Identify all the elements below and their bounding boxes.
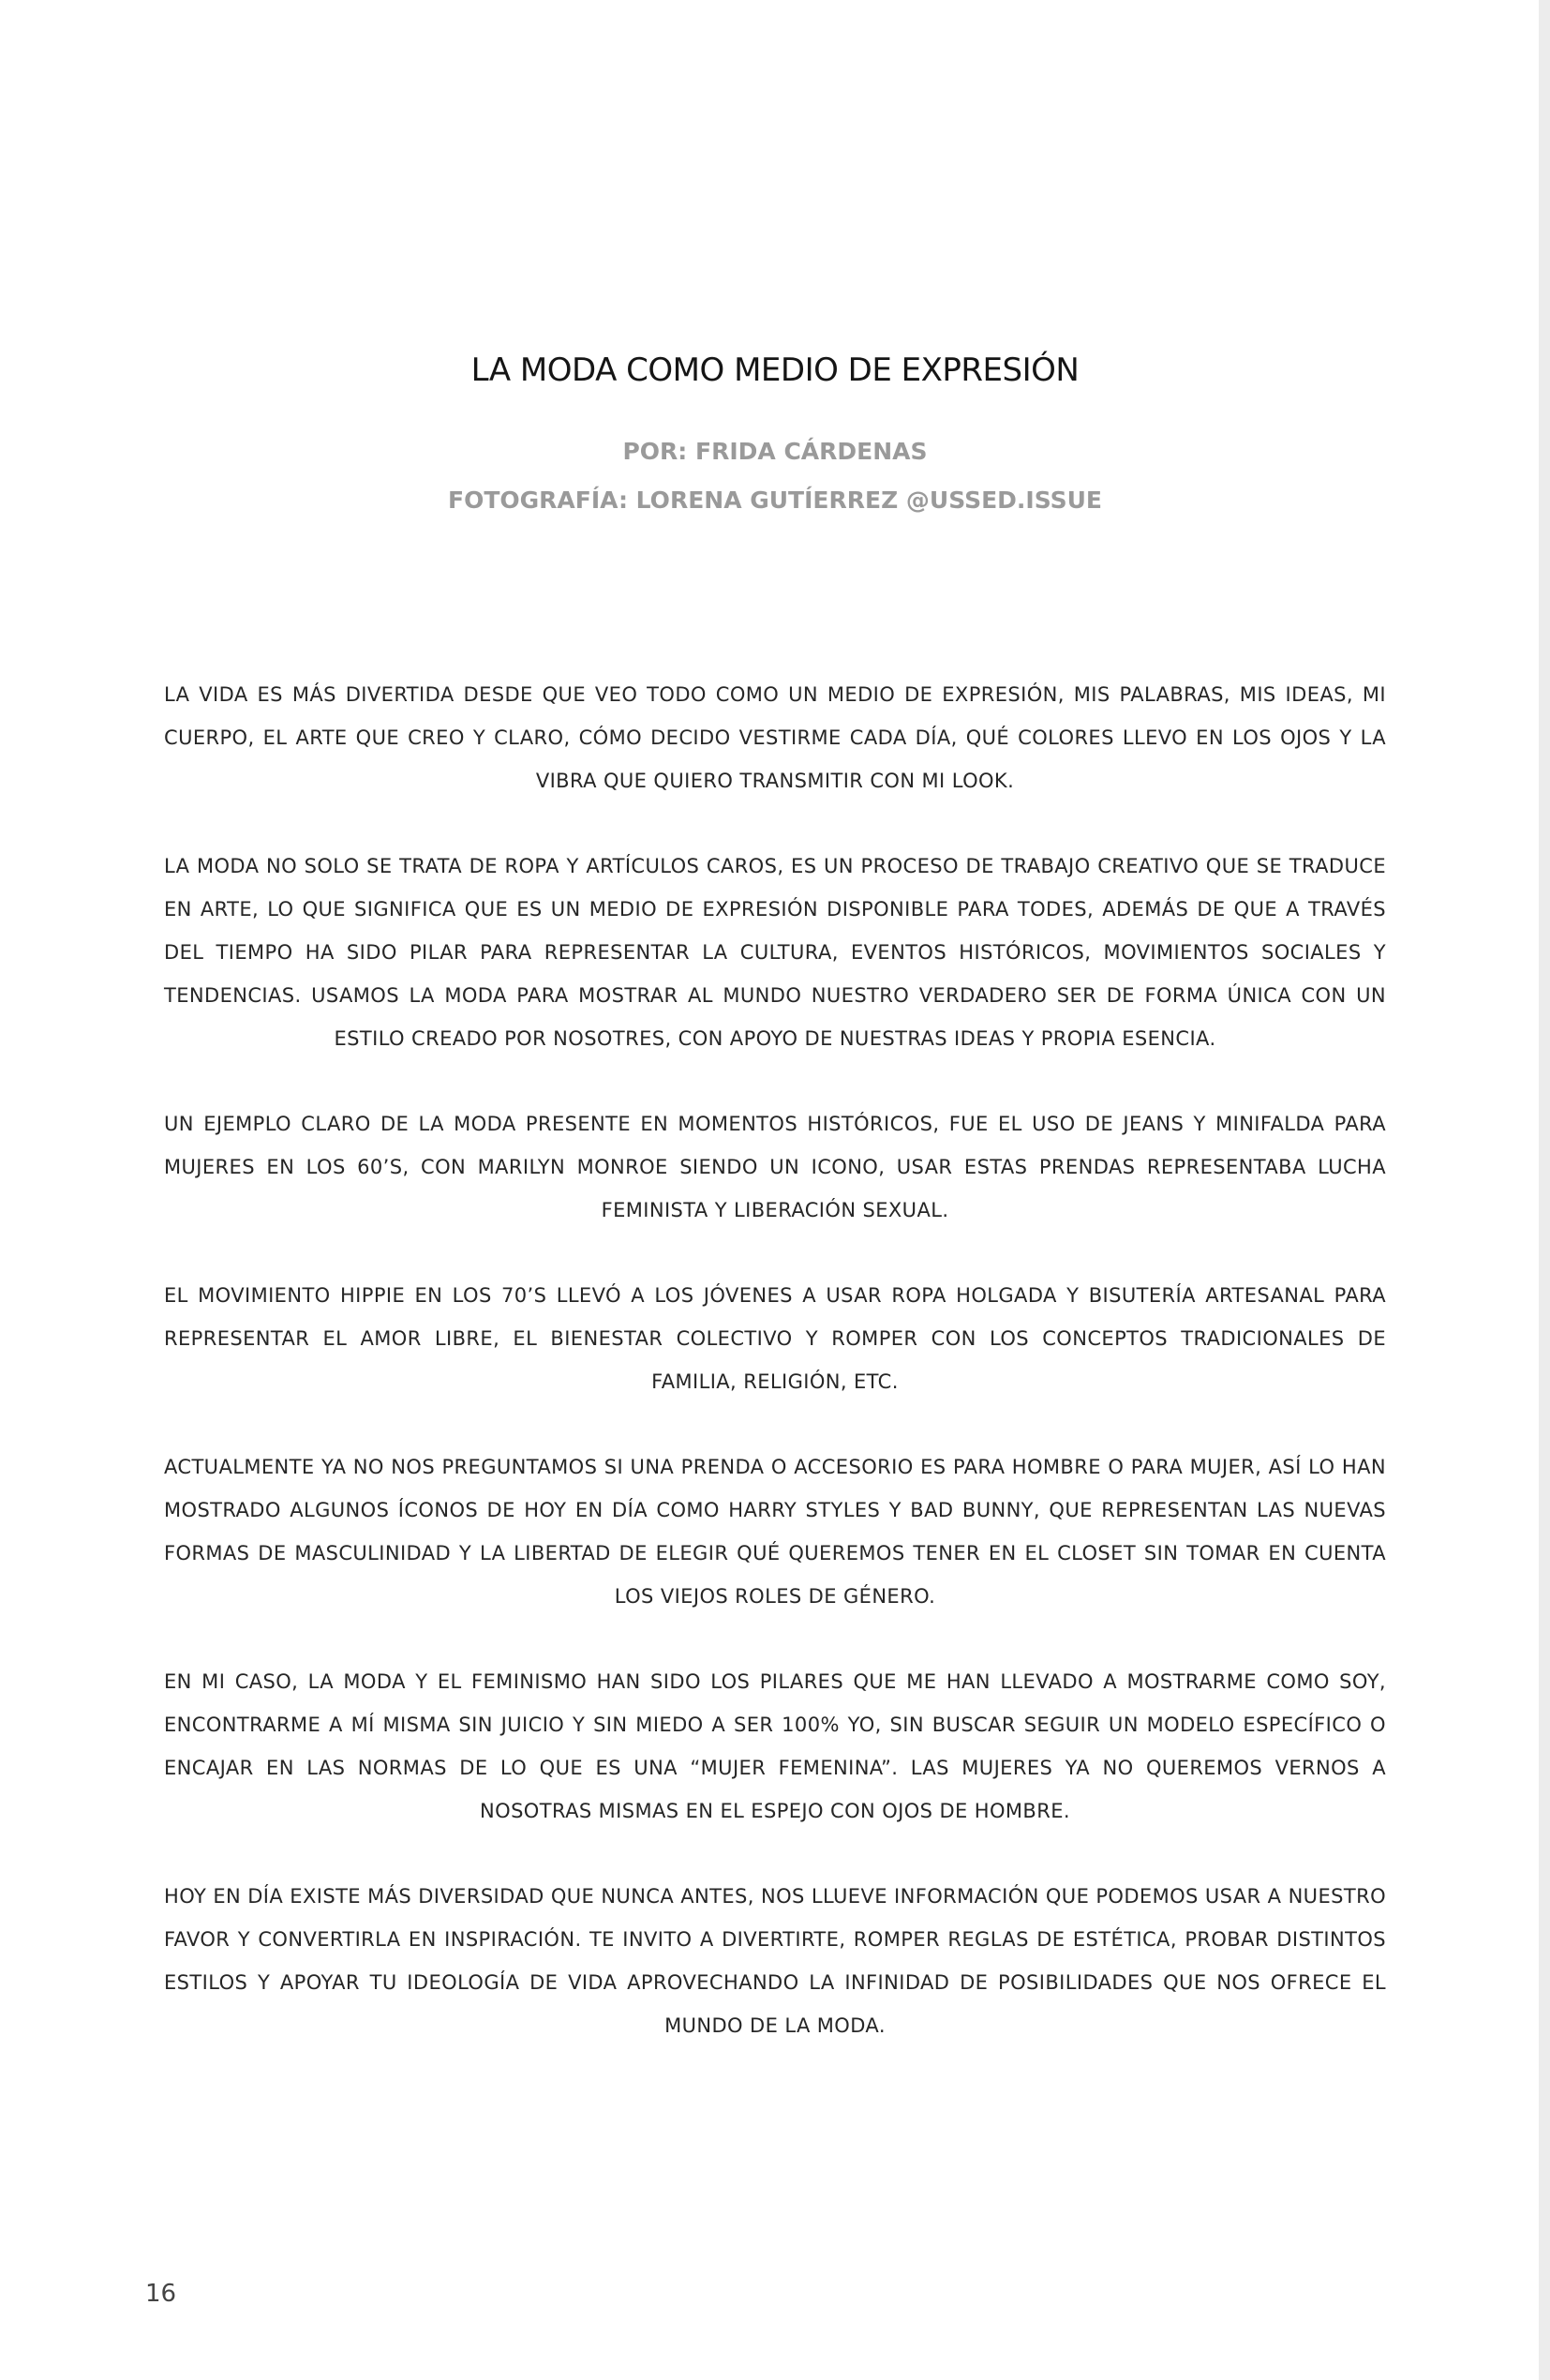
article-title: LA MODA COMO MEDIO DE EXPRESIÓN xyxy=(470,351,1080,389)
paragraph-7: HOY EN DÍA EXISTE MÁS DIVERSIDAD QUE NUNCA ANTES, NOS LLUEVE INFORMACIÓN QUE PODEMOS USAR A NUESTRO FAVOR Y CONVERTIRLA EN INSPIRACIÓN. TE INVITO A DIVERTIRTE, ROMPER REGLAS DE ESTÉTICA, PROBAR DISTINTOS ESTILOS Y APOYAR TU IDEOLOGÍA DE VIDA APROVECHANDO LA INFINIDAD DE POSIBILIDADES QUE NOS OFRECE EL MUNDO DE LA MODA. xyxy=(164,1885,1386,2037)
paragraph-4: EL MOVIMIENTO HIPPIE EN LOS 70’S LLEVÓ A LOS JÓVENES A USAR ROPA HOLGADA Y BISUTERÍA ARTESANAL PARA REPRESENTAR EL AMOR LIBRE, EL BIENESTAR COLECTIVO Y ROMPER CON LOS CONCEPTOS TRADICIONALES DE FAMILIA, RELIGIÓN, ETC. xyxy=(164,1284,1386,1393)
article-credits xyxy=(0,427,1550,525)
article-body xyxy=(164,673,1386,2089)
paragraph-6: EN MI CASO, LA MODA Y EL FEMINISMO HAN SIDO LOS PILARES QUE ME HAN LLEVADO A MOSTRARME COMO SOY, ENCONTRARME A MÍ MISMA SIN JUICIO Y SIN MIEDO A SER 100% YO, SIN BUSCAR SEGUIR UN MODELO ESPECÍFICO O ENCAJAR EN LAS NORMAS DE LO QUE ES UNA “MUJER FEMENINA”. LAS MUJERES YA NO QUEREMOS VERNOS A NOSOTRAS MISMAS EN EL ESPEJO CON OJOS DE HOMBRE. xyxy=(164,1670,1386,1822)
paragraph-3: UN EJEMPLO CLARO DE LA MODA PRESENTE EN MOMENTOS HISTÓRICOS, FUE EL USO DE JEANS Y MINIFALDA PARA MUJERES EN LOS 60’S, CON MARILYN MONROE SIENDO UN ICONO, USAR ESTAS PRENDAS REPRESENTABA LUCHA FEMINISTA Y LIBERACIÓN SEXUAL. xyxy=(164,1113,1386,1221)
paragraph-5: ACTUALMENTE YA NO NOS PREGUNTAMOS SI UNA PRENDA O ACCESORIO ES PARA HOMBRE O PARA MUJER, ASÍ LO HAN MOSTRADO ALGUNOS ÍCONOS DE HOY EN DÍA COMO HARRY STYLES Y BAD BUNNY, QUE REPRESENTAN LAS NUEVAS FORMAS DE MASCULINIDAD Y LA LIBERTAD DE ELEGIR QUÉ QUEREMOS TENER EN EL CLOSET SIN TOMAR EN CUENTA LOS VIEJOS ROLES DE GÉNERO. xyxy=(164,1456,1386,1608)
photography-credit: FOTOGRAFÍA: LORENA GUTÍERREZ @USSED.ISSUE xyxy=(448,486,1102,514)
paragraph-1: LA VIDA ES MÁS DIVERTIDA DESDE QUE VEO TODO COMO UN MEDIO DE EXPRESIÓN, MIS PALABRAS, MIS IDEAS, MI CUERPO, EL ARTE QUE CREO Y CLARO, CÓMO DECIDO VESTIRME CADA DÍA, QUÉ COLORES LLEVO EN LOS OJOS Y LA VIBRA QUE QUIERO TRANSMITIR CON MI LOOK. xyxy=(164,683,1386,792)
page-number: 16 xyxy=(145,2280,177,2308)
author-credit: POR: FRIDA CÁRDENAS xyxy=(622,438,928,465)
paragraph-2: LA MODA NO SOLO SE TRATA DE ROPA Y ARTÍCULOS CAROS, ES UN PROCESO DE TRABAJO CREATIVO QUE SE TRADUCE EN ARTE, LO QUE SIGNIFICA QUE ES UN MEDIO DE EXPRESIÓN DISPONIBLE PARA TODES, ADEMÁS DE QUE A TRAVÉS DEL TIEMPO HA SIDO PILAR PARA REPRESENTAR LA CULTURA, EVENTOS HISTÓRICOS, MOVIMIENTOS SOCIALES Y TENDENCIAS. USAMOS LA MODA PARA MOSTRAR AL MUNDO NUESTRO VERDADERO SER DE FORMA ÚNICA CON UN ESTILO CREADO POR NOSOTRES, CON APOYO DE NUESTRAS IDEAS Y PROPIA ESENCIA. xyxy=(164,855,1386,1050)
